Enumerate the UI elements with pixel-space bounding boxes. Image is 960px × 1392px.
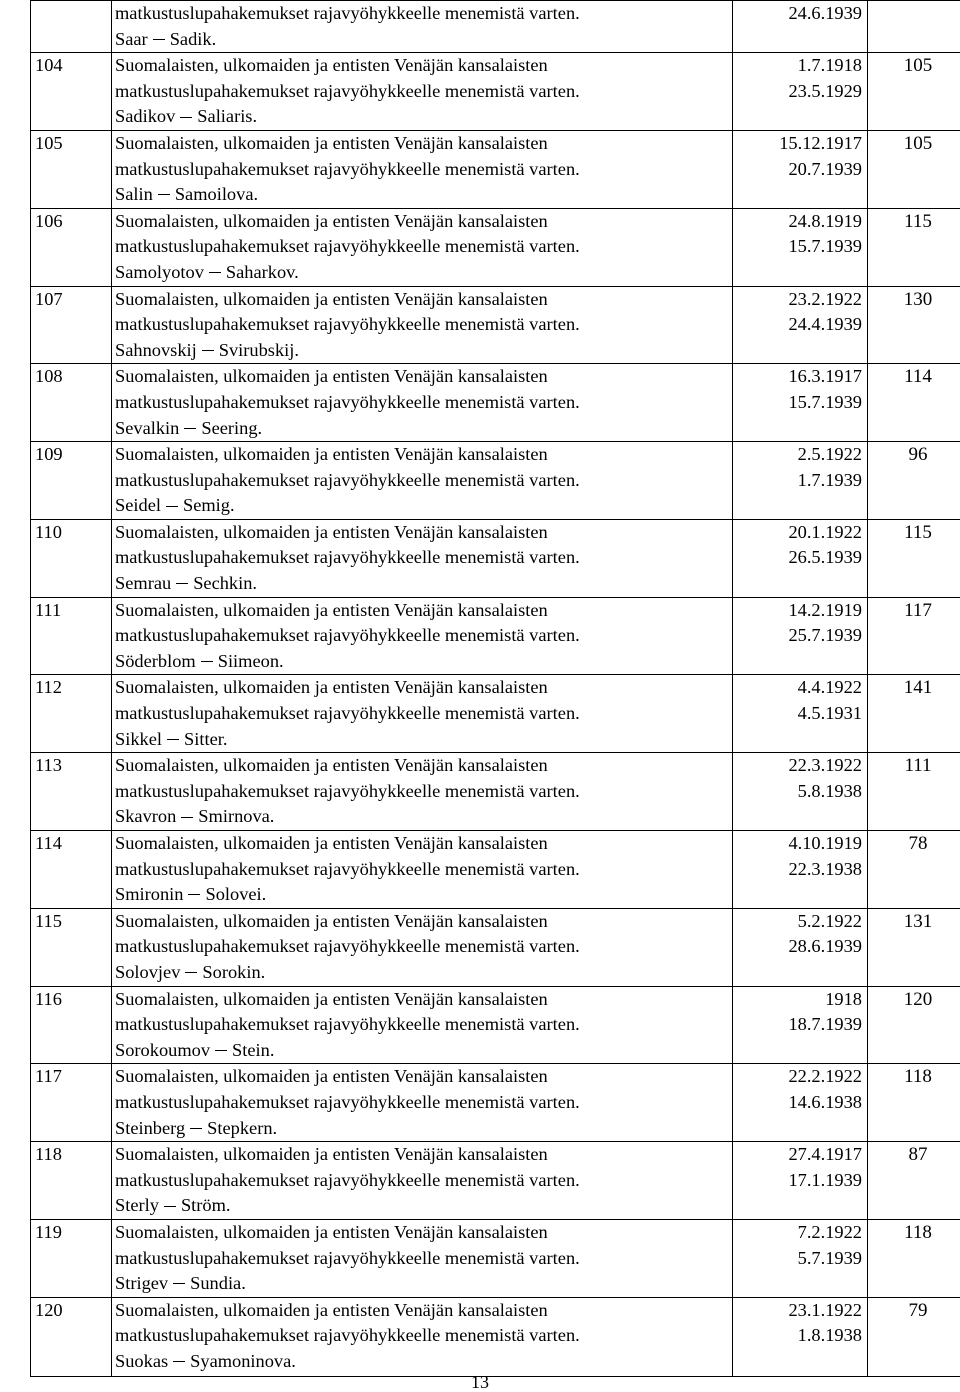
description-line-2: matkustuslupahakemukset rajavyöhykkeelle menemistä varten. [115, 1090, 732, 1116]
description-cell [112, 286, 733, 364]
date-end: 17.1.1939 [733, 1168, 862, 1194]
row-number: 120 [35, 1300, 63, 1320]
date-start: 14.2.1919 [733, 598, 862, 624]
name-range [115, 1193, 732, 1219]
name-range [115, 804, 732, 830]
date-start: 4.10.1919 [733, 831, 862, 857]
description-line-1: Suomalaisten, ulkomaiden ja entisten Venäjän kansalaisten [115, 831, 732, 857]
row-number-cell [31, 130, 112, 208]
description-line-1: Suomalaisten, ulkomaiden ja entisten Venäjän kansalaisten [115, 287, 732, 313]
dates-cell [733, 986, 868, 1064]
name-range [115, 571, 732, 597]
table-row [31, 908, 960, 986]
description-cell [112, 53, 733, 131]
count-cell [868, 53, 960, 131]
table-row [31, 1297, 960, 1376]
date-start: 20.1.1922 [733, 520, 862, 546]
name-range [115, 104, 732, 130]
row-number: 105 [35, 133, 63, 153]
item-count: 105 [868, 131, 960, 157]
dates-cell [733, 53, 868, 131]
count-cell [868, 208, 960, 286]
dash-separator [153, 39, 165, 40]
date-end: 15.7.1939 [733, 234, 862, 260]
date-end: 24.4.1939 [733, 312, 862, 338]
description-line-2: matkustuslupahakemukset rajavyöhykkeelle menemistä varten. [115, 468, 732, 494]
description-cell [112, 675, 733, 753]
range-end: Sitter. [184, 729, 227, 749]
count-cell [868, 1142, 960, 1220]
description-line-2: matkustuslupahakemukset rajavyöhykkeelle menemistä varten. [115, 623, 732, 649]
table-row [31, 53, 960, 131]
row-number: 118 [35, 1144, 62, 1164]
count-cell [868, 364, 960, 442]
dash-separator [181, 817, 193, 818]
dates-cell [733, 753, 868, 831]
count-cell [868, 908, 960, 986]
dash-separator [180, 117, 192, 118]
date-start: 23.2.1922 [733, 287, 862, 313]
item-count: 111 [868, 753, 960, 779]
description-line-1: Suomalaisten, ulkomaiden ja entisten Venäjän kansalaisten [115, 209, 732, 235]
table-row [31, 519, 960, 597]
dates-cell [733, 1297, 868, 1376]
range-start: Sahnovskij [115, 340, 197, 360]
date-start: 1.7.1918 [733, 53, 862, 79]
row-number-cell [31, 1219, 112, 1297]
row-number-cell [31, 597, 112, 675]
range-end: Syamoninova. [190, 1351, 296, 1371]
date-start: 15.12.1917 [733, 131, 862, 157]
item-count: 118 [868, 1064, 960, 1090]
row-number: 109 [35, 444, 63, 464]
range-start: Saar [115, 29, 148, 49]
item-count: 131 [868, 909, 960, 935]
description-line-2: matkustuslupahakemukset rajavyöhykkeelle menemistä varten. [115, 1, 732, 27]
dates-cell [733, 208, 868, 286]
description-line-2: matkustuslupahakemukset rajavyöhykkeelle menemistä varten. [115, 390, 732, 416]
name-range [115, 649, 732, 675]
date-start: 22.3.1922 [733, 753, 862, 779]
description-cell [112, 519, 733, 597]
table-row [31, 986, 960, 1064]
row-number-cell [31, 1142, 112, 1220]
description-line-1: Suomalaisten, ulkomaiden ja entisten Venäjän kansalaisten [115, 753, 732, 779]
row-number-cell [31, 1064, 112, 1142]
name-range [115, 1038, 732, 1064]
table-row [31, 130, 960, 208]
range-end: Stepkern. [207, 1118, 277, 1138]
description-line-2: matkustuslupahakemukset rajavyöhykkeelle menemistä varten. [115, 701, 732, 727]
table-body [31, 1, 960, 1377]
count-cell [868, 831, 960, 909]
range-end: Smirnova. [198, 806, 274, 826]
item-count: 115 [868, 209, 960, 235]
date-end: 5.7.1939 [733, 1246, 862, 1272]
table-row [31, 675, 960, 753]
count-cell [868, 130, 960, 208]
range-start: Seidel [115, 495, 161, 515]
range-end: Saliaris. [197, 106, 257, 126]
date-start: 2.5.1922 [733, 442, 862, 468]
item-count: 117 [868, 598, 960, 624]
row-number-cell [31, 753, 112, 831]
name-range [115, 182, 732, 208]
description-line-1: Suomalaisten, ulkomaiden ja entisten Venäjän kansalaisten [115, 987, 732, 1013]
item-count: 87 [868, 1142, 960, 1168]
row-number-cell [31, 986, 112, 1064]
archive-list-table [30, 0, 960, 1377]
description-line-2: matkustuslupahakemukset rajavyöhykkeelle menemistä varten. [115, 1246, 732, 1272]
range-end: Siimeon. [218, 651, 284, 671]
range-start: Samolyotov [115, 262, 204, 282]
table-row [31, 753, 960, 831]
dates-cell [733, 1064, 868, 1142]
description-cell [112, 1, 733, 53]
description-line-2: matkustuslupahakemukset rajavyöhykkeelle menemistä varten. [115, 157, 732, 183]
item-count: 115 [868, 520, 960, 546]
range-start: Solovjev [115, 962, 180, 982]
dash-separator [188, 894, 200, 895]
table-row [31, 364, 960, 442]
dash-separator [164, 1206, 176, 1207]
range-start: Strigev [115, 1273, 168, 1293]
row-number: 112 [35, 677, 62, 697]
item-count: 79 [868, 1298, 960, 1324]
description-line-1: Suomalaisten, ulkomaiden ja entisten Venäjän kansalaisten [115, 131, 732, 157]
row-number-cell [31, 53, 112, 131]
date-end: 4.5.1931 [733, 701, 862, 727]
range-start: Suokas [115, 1351, 168, 1371]
range-end: Sadik. [170, 29, 217, 49]
date-end: 1.8.1938 [733, 1323, 862, 1349]
row-number: 113 [35, 755, 62, 775]
description-cell [112, 1297, 733, 1376]
range-end: Samoilova. [175, 184, 258, 204]
table-row [31, 1142, 960, 1220]
row-number-cell [31, 908, 112, 986]
count-cell [868, 1, 960, 53]
count-cell [868, 1064, 960, 1142]
row-number-cell [31, 286, 112, 364]
description-line-1: Suomalaisten, ulkomaiden ja entisten Venäjän kansalaisten [115, 1142, 732, 1168]
date-start: 24.8.1919 [733, 209, 862, 235]
description-line-1: Suomalaisten, ulkomaiden ja entisten Venäjän kansalaisten [115, 1298, 732, 1324]
description-cell [112, 1142, 733, 1220]
description-line-1: Suomalaisten, ulkomaiden ja entisten Venäjän kansalaisten [115, 1220, 732, 1246]
description-cell [112, 986, 733, 1064]
dates-cell [733, 442, 868, 520]
dash-separator [184, 428, 196, 429]
table-row [31, 831, 960, 909]
description-cell [112, 908, 733, 986]
date-end: 22.3.1938 [733, 857, 862, 883]
count-cell [868, 442, 960, 520]
name-range [115, 260, 732, 286]
dash-separator [190, 1128, 202, 1129]
name-range [115, 1349, 732, 1375]
date-start: 27.4.1917 [733, 1142, 862, 1168]
description-line-2: matkustuslupahakemukset rajavyöhykkeelle menemistä varten. [115, 1012, 732, 1038]
description-line-1: Suomalaisten, ulkomaiden ja entisten Venäjän kansalaisten [115, 53, 732, 79]
range-start: Sorokoumov [115, 1040, 210, 1060]
dash-separator [167, 739, 179, 740]
description-line-2: matkustuslupahakemukset rajavyöhykkeelle menemistä varten. [115, 79, 732, 105]
description-line-1: Suomalaisten, ulkomaiden ja entisten Venäjän kansalaisten [115, 675, 732, 701]
name-range [115, 882, 732, 908]
count-cell [868, 597, 960, 675]
row-number-cell [31, 364, 112, 442]
description-line-2: matkustuslupahakemukset rajavyöhykkeelle menemistä varten. [115, 312, 732, 338]
row-number: 111 [35, 600, 61, 620]
date-end: 18.7.1939 [733, 1012, 862, 1038]
dash-separator [176, 583, 188, 584]
row-number: 110 [35, 522, 62, 542]
item-count: 78 [868, 831, 960, 857]
range-start: Smironin [115, 884, 183, 904]
dates-cell [733, 130, 868, 208]
table-row [31, 597, 960, 675]
description-line-1: Suomalaisten, ulkomaiden ja entisten Venäjän kansalaisten [115, 442, 732, 468]
description-line-2: matkustuslupahakemukset rajavyöhykkeelle menemistä varten. [115, 545, 732, 571]
dates-cell [733, 675, 868, 753]
dates-cell [733, 364, 868, 442]
range-start: Sterly [115, 1195, 159, 1215]
range-start: Sikkel [115, 729, 162, 749]
date-start: 23.1.1922 [733, 1298, 862, 1324]
row-number: 108 [35, 366, 63, 386]
dates-cell [733, 908, 868, 986]
range-start: Sadikov [115, 106, 175, 126]
item-count: 141 [868, 675, 960, 701]
row-number-cell [31, 1297, 112, 1376]
range-end: Solovei. [205, 884, 266, 904]
date-end: 14.6.1938 [733, 1090, 862, 1116]
count-cell [868, 675, 960, 753]
table-row [31, 442, 960, 520]
count-cell [868, 1297, 960, 1376]
row-number-cell [31, 519, 112, 597]
page-number: 13 [0, 1372, 960, 1392]
dash-separator [158, 194, 170, 195]
description-cell [112, 364, 733, 442]
description-cell [112, 831, 733, 909]
range-end: Saharkov. [226, 262, 299, 282]
table-row [31, 286, 960, 364]
row-number: 114 [35, 833, 62, 853]
row-number-cell [31, 1, 112, 53]
count-cell [868, 286, 960, 364]
range-end: Sundia. [190, 1273, 246, 1293]
name-range [115, 1116, 732, 1142]
count-cell [868, 1219, 960, 1297]
table-row [31, 208, 960, 286]
name-range [115, 338, 732, 364]
range-end: Svirubskij. [219, 340, 299, 360]
range-end: Seering. [201, 418, 262, 438]
description-line-2: matkustuslupahakemukset rajavyöhykkeelle menemistä varten. [115, 857, 732, 883]
date-end: 5.8.1938 [733, 779, 862, 805]
name-range [115, 727, 732, 753]
description-line-2: matkustuslupahakemukset rajavyöhykkeelle menemistä varten. [115, 1168, 732, 1194]
description-line-1: Suomalaisten, ulkomaiden ja entisten Venäjän kansalaisten [115, 364, 732, 390]
row-number: 115 [35, 911, 62, 931]
range-end: Ström. [181, 1195, 231, 1215]
description-cell [112, 208, 733, 286]
date-end: 20.7.1939 [733, 157, 862, 183]
table-row [31, 1219, 960, 1297]
range-end: Stein. [232, 1040, 274, 1060]
name-range [115, 27, 732, 53]
item-count: 120 [868, 987, 960, 1013]
dash-separator [166, 506, 178, 507]
date-end: 25.7.1939 [733, 623, 862, 649]
dash-separator [209, 272, 221, 273]
dash-separator [173, 1283, 185, 1284]
date-end: 26.5.1939 [733, 545, 862, 571]
row-number: 106 [35, 211, 63, 231]
dates-cell [733, 1142, 868, 1220]
row-number: 116 [35, 989, 62, 1009]
description-cell [112, 442, 733, 520]
item-count: 130 [868, 287, 960, 313]
range-start: Sevalkin [115, 418, 179, 438]
description-line-2: matkustuslupahakemukset rajavyöhykkeelle menemistä varten. [115, 934, 732, 960]
description-line-1: Suomalaisten, ulkomaiden ja entisten Venäjän kansalaisten [115, 1064, 732, 1090]
dates-cell [733, 831, 868, 909]
row-number: 104 [35, 55, 63, 75]
date-start: 16.3.1917 [733, 364, 862, 390]
dash-separator [215, 1050, 227, 1051]
description-line-2: matkustuslupahakemukset rajavyöhykkeelle menemistä varten. [115, 1323, 732, 1349]
range-end: Sorokin. [202, 962, 265, 982]
item-count: 118 [868, 1220, 960, 1246]
row-number-cell [31, 208, 112, 286]
description-cell [112, 753, 733, 831]
table-row [31, 1, 960, 53]
row-number-cell [31, 442, 112, 520]
count-cell [868, 986, 960, 1064]
description-line-1: Suomalaisten, ulkomaiden ja entisten Venäjän kansalaisten [115, 909, 732, 935]
row-number: 119 [35, 1222, 62, 1242]
dates-cell [733, 519, 868, 597]
date-end: 23.5.1929 [733, 79, 862, 105]
description-cell [112, 130, 733, 208]
description-line-1: Suomalaisten, ulkomaiden ja entisten Venäjän kansalaisten [115, 520, 732, 546]
description-cell [112, 1064, 733, 1142]
range-end: Sechkin. [193, 573, 257, 593]
date-end: 24.6.1939 [733, 1, 862, 27]
name-range [115, 1271, 732, 1297]
date-start: 5.2.1922 [733, 909, 862, 935]
dash-separator [202, 350, 214, 351]
name-range [115, 960, 732, 986]
item-count: 96 [868, 442, 960, 468]
description-cell [112, 1219, 733, 1297]
date-start: 4.4.1922 [733, 675, 862, 701]
date-start: 1918 [733, 987, 862, 1013]
item-count: 114 [868, 364, 960, 390]
date-end: 15.7.1939 [733, 390, 862, 416]
dates-cell [733, 1219, 868, 1297]
dates-cell [733, 597, 868, 675]
count-cell [868, 753, 960, 831]
count-cell [868, 519, 960, 597]
range-start: Steinberg [115, 1118, 185, 1138]
dash-separator [173, 1361, 185, 1362]
description-line-1: Suomalaisten, ulkomaiden ja entisten Venäjän kansalaisten [115, 598, 732, 624]
description-line-2: matkustuslupahakemukset rajavyöhykkeelle menemistä varten. [115, 779, 732, 805]
dash-separator [185, 972, 197, 973]
row-number-cell [31, 675, 112, 753]
date-start: 7.2.1922 [733, 1220, 862, 1246]
name-range [115, 493, 732, 519]
date-end: 1.7.1939 [733, 468, 862, 494]
row-number: 107 [35, 289, 63, 309]
range-start: Skavron [115, 806, 176, 826]
dates-cell [733, 1, 868, 53]
item-count: 105 [868, 53, 960, 79]
name-range [115, 416, 732, 442]
description-cell [112, 597, 733, 675]
date-end: 28.6.1939 [733, 934, 862, 960]
description-line-2: matkustuslupahakemukset rajavyöhykkeelle menemistä varten. [115, 234, 732, 260]
dash-separator [201, 661, 213, 662]
row-number: 117 [35, 1066, 62, 1086]
range-start: Salin [115, 184, 153, 204]
table-row [31, 1064, 960, 1142]
range-start: Söderblom [115, 651, 196, 671]
row-number-cell [31, 831, 112, 909]
dates-cell [733, 286, 868, 364]
date-start: 22.2.1922 [733, 1064, 862, 1090]
range-start: Semrau [115, 573, 171, 593]
range-end: Semig. [183, 495, 235, 515]
